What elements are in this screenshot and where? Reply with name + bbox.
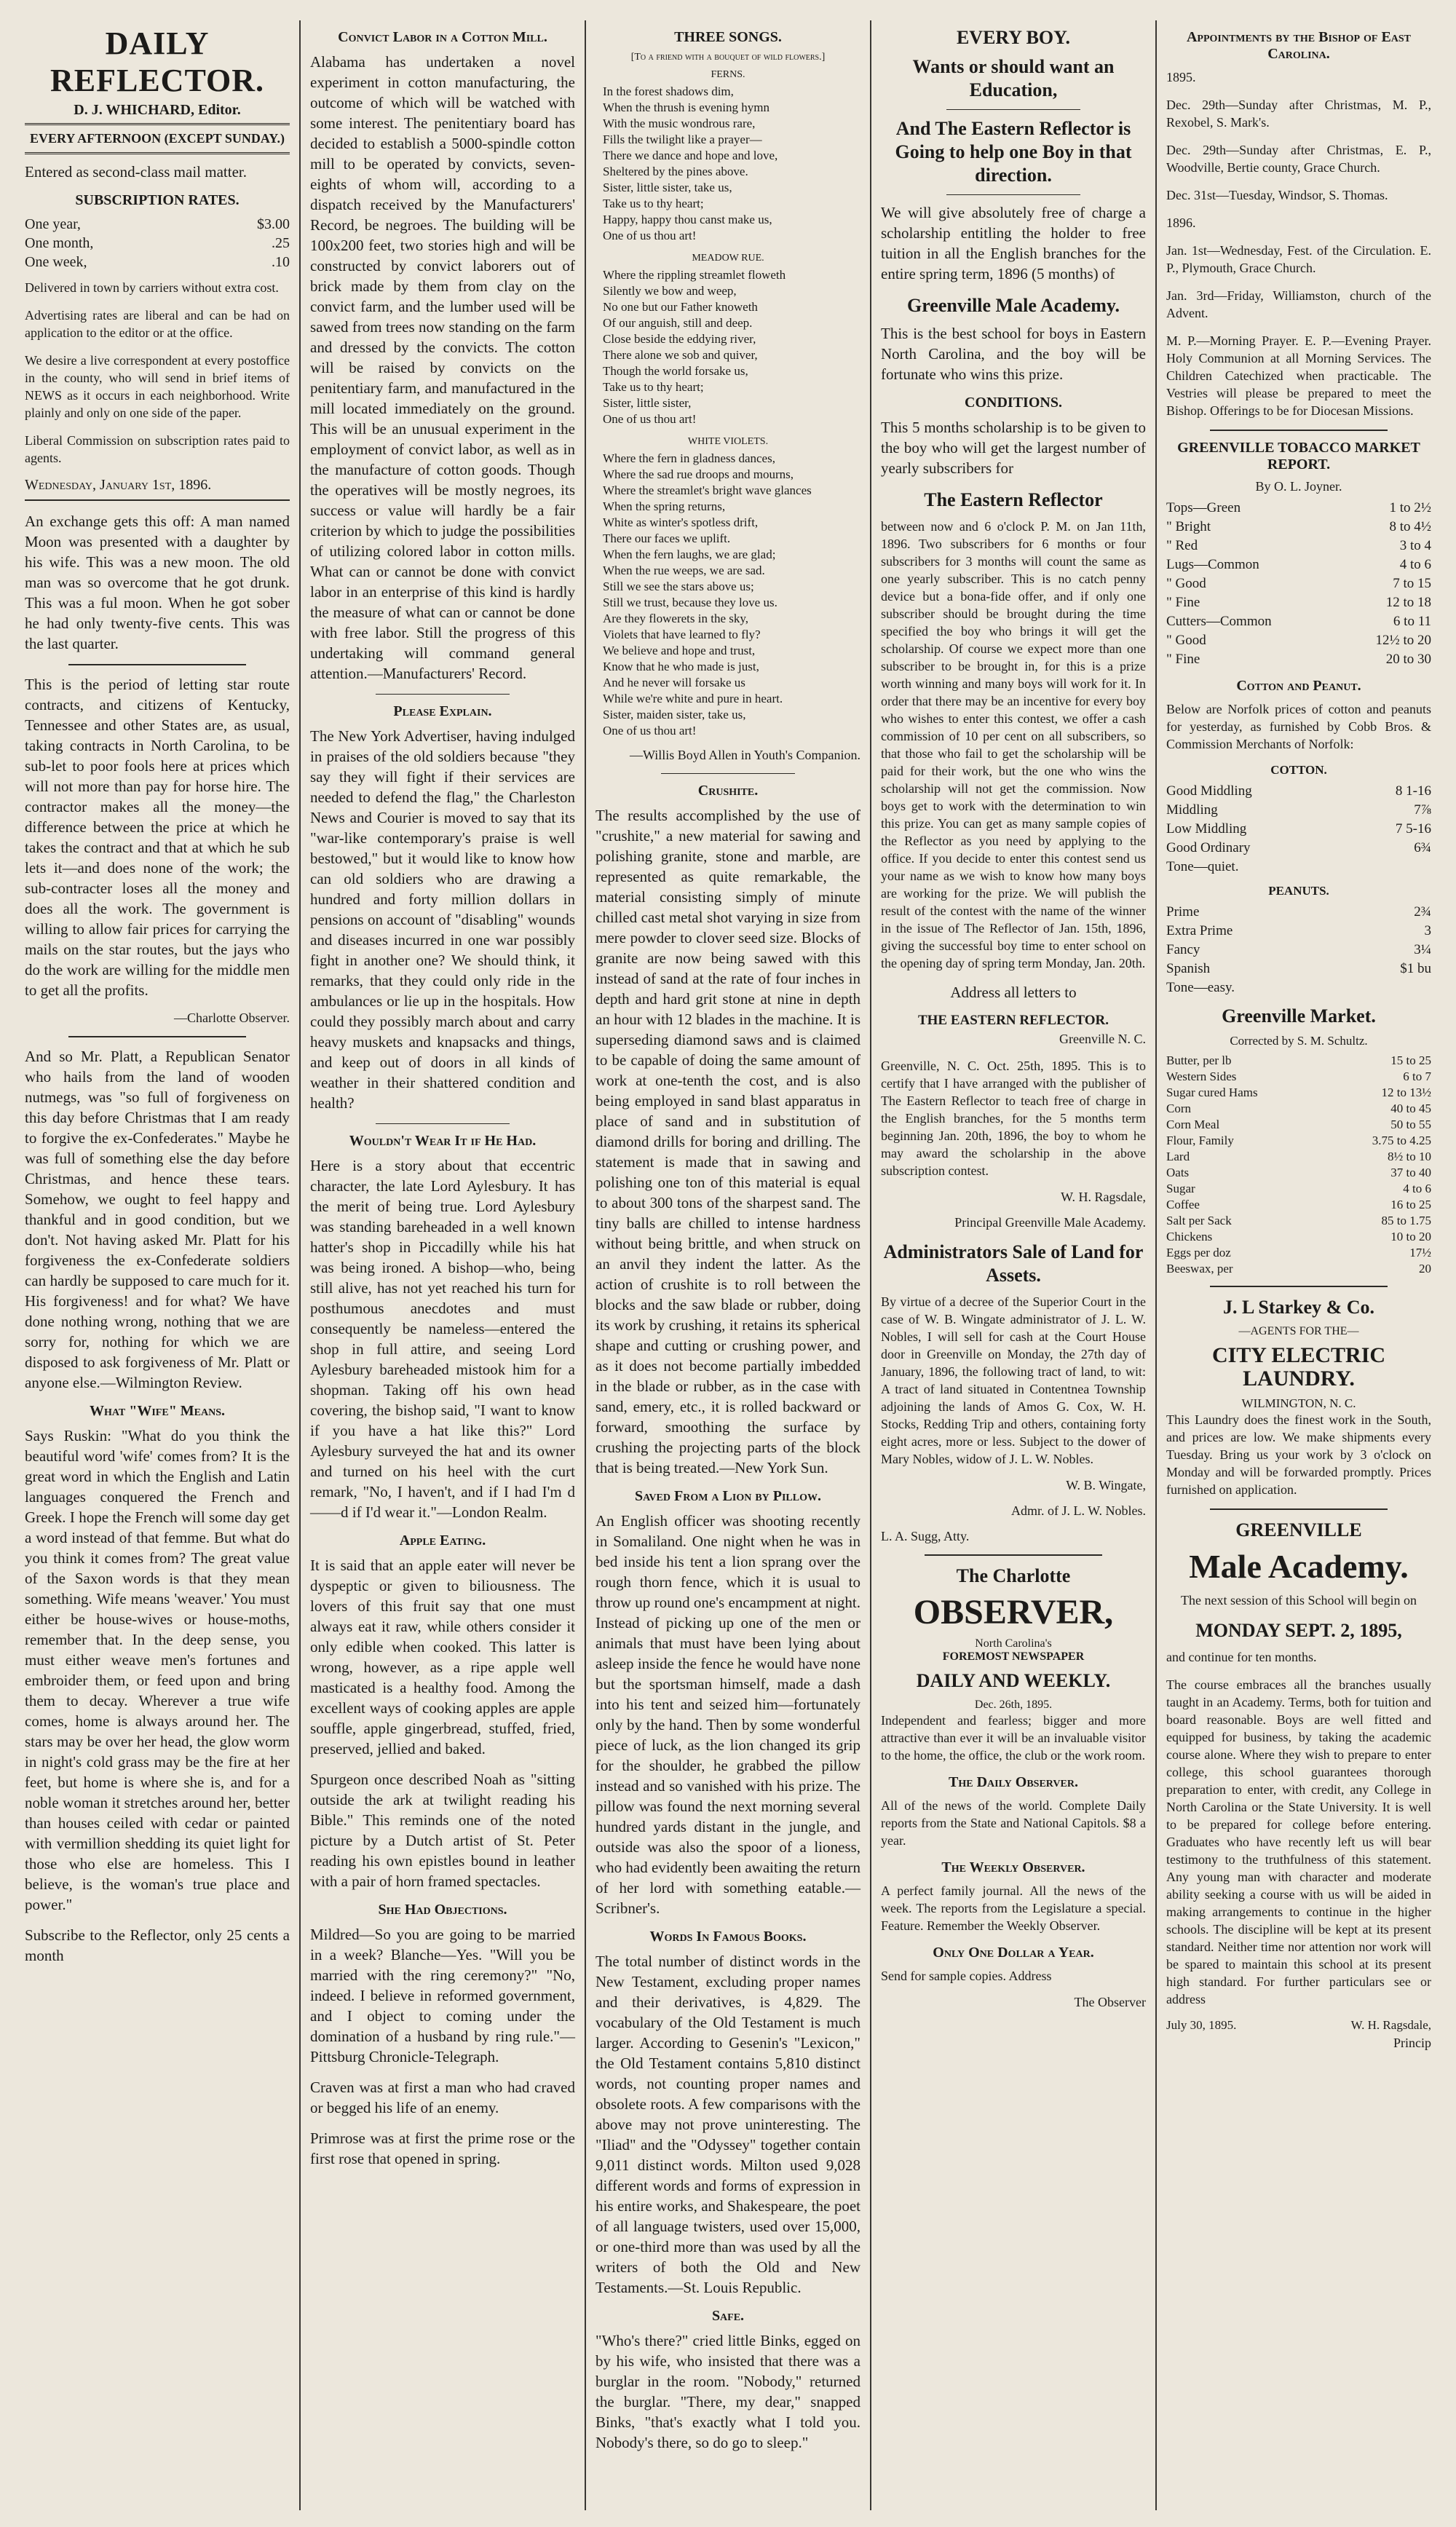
ad-subheading: And The Eastern Reflector is Going to help one Boy in that direction. — [895, 118, 1132, 186]
observer-ad-editions: DAILY AND WEEKLY. — [916, 1670, 1111, 1691]
tobacco-reporter: By O. L. Joyner. — [1255, 479, 1342, 494]
table-row: Fancy 3¼ — [1166, 942, 1431, 957]
article-contracts: This is the period of letting star route contracts, and citizens of Kentucky, Tennessee and other States are, as usual, taking contracts in North Carolina, to be sub-let to poor fools here at prices which will not more than pay for horse hire. The contractor makes all the money—the difference between the price at which he takes the contract and that at which he sub lets it—and does none of the work; the sub-contracter loses all the money and does all the work. The government is willing to allow fair prices for carrying the mails on the star routes, but the jays who do the work are willing for the middle men to get all the profits. — [25, 676, 290, 999]
poem-line: There alone we sob and quiver, — [603, 348, 758, 362]
administrator-signature: W. B. Wingate, — [1066, 1478, 1146, 1492]
poem-line: Take us to thy heart; — [603, 380, 704, 394]
poem-line: Take us to thy heart; — [603, 197, 704, 210]
table-row: " Good 7 to 15 — [1166, 576, 1431, 591]
appointment: Dec. 29th—Sunday after Christmas, E. P., Woodville, Bertie county, Grace Church. — [1166, 143, 1431, 175]
administrator-title: Admr. of J. L. W. Nobles. — [1010, 1503, 1146, 1518]
poem-line: Of our anguish, still and deep. — [603, 316, 753, 330]
academy-footer: July 30, 1895. W. H. Ragsdale, — [1166, 2018, 1431, 2032]
peanut-table — [1166, 903, 1431, 997]
table-row: Beeswax, per 20 — [1166, 1262, 1431, 1276]
observer-ad-top: The Charlotte — [956, 1565, 1071, 1586]
article-hat: Here is a story about that eccentric character, the late Lord Aylesbury. It has the merit of being true. Lord Aylesbury was standing bareheaded in a well known hatter's shop in Piccadilly while his hat was being ironed. A bishop—who, being still alive, has not yet reached his turn for posthumous anecdotes and must consequently be nameless—entered the shop in full attire, and seeing Lord Aylesbury bareheaded mistook him for a shopman. Taking off his own head covering, the bishop said, "I want to know if you have a hat like this?" Lord Aylesbury surveyed the hat and its owner and turned on his heel with the curt remark, "No, I haven't, and if I had I'm d——d if I'd wear it."—London Realm. — [310, 1157, 575, 1521]
rate-row: One month, .25 — [25, 235, 290, 251]
academy-ad-name: Male Academy. — [1189, 1548, 1409, 1585]
certification-signature: W. H. Ragsdale, — [1061, 1190, 1146, 1204]
academy-note: This is the best school for boys in Eastern North Carolina, and the boy will be fortunate who wins this prize. — [881, 325, 1146, 383]
article-title: Safe. — [711, 2308, 745, 2324]
article-platt: And so Mr. Platt, a Republican Senator who hails from the land of wooden nutmegs, was "so full of forgiveness on this day before Christmas that I am ready to forgive the ex-Confederates." Maybe he was full of something else the day before Christmas, and hence these tears. Somehow, we ought to feel happy and thankful and in good condition, but we don't. Not having asked Mr. Platt for his forgiveness the ex-Confederate soldiers can hardly be supposed to care much for it. His forgiveness! and for what? We have done nothing wrong, nothing that we are sorry for, nothing for which we are disposed to ask forgiveness of Mr. Platt or anyone else.—Wilmington Review. — [25, 1048, 290, 1391]
mail-notice: Entered as second-class mail matter. — [25, 163, 247, 181]
table-row: Lard 8½ to 10 — [1166, 1150, 1431, 1163]
editor-line: D. J. WHICHARD, Editor. — [74, 102, 241, 118]
article-lion: An English officer was shooting recently in Somaliland. One night when he was in bed inside his tent a lion sprang over the rough thorn fence, which it is usual to throw up round one's encampment at night. Instead of picking up one of the men or animals that must have been lying about asleep inside the fence he would have none but the sportsman himself, made a dash into his tent and seized him—fortunately only by the hand. Then by some wonderful piece of luck, as the lion changed its grip for the shoulder, he grabbed the pillow instead and so vanished with his prize. The pillow was found the next morning several hundred yards distant in the jungle, and outside was also the spoor of a lioness, who had evidently been awaiting the return of her lord with something eatable.—Scribner's. — [596, 1512, 860, 1917]
academy-start-date: MONDAY SEPT. 2, 1895, — [1195, 1620, 1402, 1641]
article-title: Apple Eating. — [399, 1533, 486, 1549]
table-row: Cutters—Common 6 to 11 — [1166, 614, 1431, 629]
rate-row: One year, $3.00 — [25, 216, 290, 232]
poem-line: When the fern laughs, we are glad; — [603, 547, 776, 561]
table-row: Sugar 4 to 6 — [1166, 1182, 1431, 1195]
poem-line: One of us thou art! — [603, 412, 697, 426]
table-row: " Good 12½ to 20 — [1166, 633, 1431, 648]
table-row: Corn Meal 50 to 55 — [1166, 1118, 1431, 1131]
reflector-name: The Eastern Reflector — [924, 489, 1103, 510]
article-title: Crushite. — [697, 783, 759, 799]
poem-line: We believe and hope and trust, — [603, 644, 756, 657]
poem-line: Sister, little sister, — [603, 396, 692, 410]
address-name: THE EASTERN REFLECTOR. — [917, 1013, 1109, 1028]
table-row: Butter, per lb 15 to 25 — [1166, 1053, 1431, 1067]
poem-line: Sheltered by the pines above. — [603, 165, 748, 178]
tobacco-title: GREENVILLE TOBACCO MARKET REPORT. — [1177, 440, 1420, 472]
article-title: Words In Famous Books. — [649, 1929, 807, 1945]
poem-line: There our faces we uplift. — [603, 531, 731, 545]
column-3 — [585, 20, 871, 2510]
table-row: Tone—quiet. — [1166, 859, 1239, 874]
observer-send: Send for sample copies. Address — [881, 1969, 1052, 1983]
table-row: " Red 3 to 4 — [1166, 538, 1431, 553]
divider — [946, 109, 1080, 110]
year-label: 1895. — [1166, 70, 1196, 84]
poem-line: Are they flowerets in the sky, — [603, 612, 749, 625]
poem-line: When the spring returns, — [603, 499, 726, 513]
poem-line: Sister, maiden sister, take us, — [603, 708, 746, 721]
poem-line: Though the world forsake us, — [603, 364, 748, 378]
table-row: " Bright 8 to 4½ — [1166, 519, 1431, 534]
starkey-ad-name: J. L Starkey & Co. — [1223, 1297, 1374, 1318]
poem-line: Still we trust, because they love us. — [603, 596, 778, 609]
observer-weekly-text: A perfect family journal. All the news of the week. The reports from the Legislature a special. Feature. Remember the Weekly Observer. — [881, 1883, 1146, 1933]
appointment: Dec. 29th—Sunday after Christmas, M. P., Rexobel, S. Mark's. — [1166, 98, 1431, 130]
poem-title: THREE SONGS. — [674, 29, 782, 45]
table-row: Tone—easy. — [1166, 980, 1235, 995]
article-crushite: The results accomplished by the use of "crushite," a new material for sawing and polishing granite, stone and marble, are represented as quite remarkable, the material consisting simply of minute chilled cast metal shot varying in size from mere powder to clover seed size. Blocks of granite are now being sawed with this instead of sand at the rate of four inches in depth and hard grit stone at nine in depth an hour with 12 blades in the machine. It is superseding diamond saws and is claimed to be capable of doing the same amount of work at one-tenth the cost, and is also being employed in sand blast apparatus in place of sand and in substitution of diamond drills for boring and drilling. The statement is made that in sawing and polishing one ton of this material is equal to about 300 tons of the sharpest sand. The tiny balls are chilled to intense hardness without being brittle, and when struck on an anvil they indent the latter. As the action of crushite is to roll between the blocks and the saw blade or rubber, doing its work by crushing, it retains its spherical shape and cutting or crushing power, and as it does not become partially imbedded in the blade or rubber, as in the case with sand, emery, etc., it is rolled backward or forward, smoothing the surface by crushing the projecting parts of the block that is being treated.—New York Sun. — [596, 807, 860, 1476]
poem-section-title: WHITE VIOLETS. — [687, 436, 769, 447]
market-corrector: Corrected by S. M. Schultz. — [1230, 1034, 1368, 1048]
certification-text: Greenville, N. C. Oct. 25th, 1895. This is to certify that I have arranged with the publisher of The Eastern Reflector to teach free of charge in the English branches, for the 5 months term beginning Jan. 20th, 1896, the boy to whom he may award the scholarship in the above subscription contest. — [881, 1059, 1146, 1178]
divider — [661, 773, 795, 774]
table-row: Western Sides 6 to 7 — [1166, 1069, 1431, 1083]
scholarship-offer: We will give absolutely free of charge a scholarship entitling the holder to free tuition in all the English branches for the entire spring term, 1896 (5 months) of — [881, 204, 1146, 282]
table-row: Coffee 16 to 25 — [1166, 1198, 1431, 1211]
academy-session: The next session of this School will begin on — [1181, 1593, 1417, 1607]
divider — [376, 694, 510, 695]
ad-heading: Administrators Sale of Land for Assets. — [883, 1241, 1144, 1286]
appointment: Jan. 3rd—Friday, Williamston, church of the Advent. — [1166, 288, 1431, 320]
tobacco-table — [1166, 499, 1431, 669]
poem-line: Fills the twilight like a prayer— — [603, 133, 762, 146]
table-row: Extra Prime 3 — [1166, 923, 1431, 938]
appointment: Jan. 1st—Wednesday, Fest. of the Circulation. E. P., Plymouth, Grace Church. — [1166, 243, 1431, 275]
conditions-text: between now and 6 o'clock P. M. on Jan 11th, 1896. Two subscribers for 6 months or four subscribers for 3 months will count the same as one yearly subscriber. This is no catch penny device but a bona-fide offer, and if only one subscriber should be brought during the time specified the boy who brings it will get the scholarship. Of course we expect more than one subscriber to be brought in, for this is a prize worth winning and many boys will work for it. In order that there may be an incentive for every boy who wishes to enter this contest, we offer a cash commission of 10 per cent on all subscribers, so that those who fail to get the scholarship will be paid for their work, but the one who wins the scholarship will not get the commission. Now boys get to work with the determination to win this prize. You can get as many sample copies of the Reflector as you need by applying to the office. If you decide to enter this contest send us your name as we wish to know how many boys are working for the prize. We will publish the result of the contest with the name of the winner in the issue of The Reflector of Jan. 15th, 1896, giving the successful boy time to enter school on the opening day of spring term Monday, Jan. 20th. — [881, 519, 1146, 970]
cotton-peanut-title: Cotton and Peanut. — [1236, 678, 1361, 694]
poem-section-title: FERNS. — [711, 69, 745, 80]
table-row: Chickens 10 to 20 — [1166, 1230, 1431, 1243]
bishop-title: Appointments by the Bishop of East Carolina. — [1186, 29, 1412, 62]
table-row: Salt per Sack 85 to 1.75 — [1166, 1214, 1431, 1227]
observer-price: Only One Dollar a Year. — [933, 1945, 1094, 1961]
table-row: Tops—Green 1 to 2½ — [1166, 500, 1431, 515]
poem-line: When the thrush is evening hymn — [603, 100, 769, 114]
address-city: Greenville N. C. — [1059, 1032, 1146, 1046]
article-title: What "Wife" Means. — [89, 1403, 226, 1419]
laundry-city: WILMINGTON, N. C. — [1241, 1396, 1356, 1410]
conditions-title: CONDITIONS. — [965, 395, 1062, 411]
poem-line: Where the streamlet's bright wave glances — [603, 483, 812, 497]
starkey-ad-agents: —AGENTS FOR THE— — [1238, 1325, 1359, 1337]
masthead: DAILY REFLECTOR. — [50, 25, 265, 98]
divider — [68, 1036, 246, 1037]
table-row: Sugar cured Hams 12 to 13½ — [1166, 1085, 1431, 1099]
poem-stanza — [603, 451, 860, 739]
article-title: She Had Objections. — [378, 1902, 507, 1918]
poem-line: Close beside the eddying river, — [603, 332, 756, 346]
divider — [1210, 1286, 1388, 1287]
poem-line: Happy, happy thou canst make us, — [603, 213, 772, 226]
poem-line: Where the fern in gladness dances, — [603, 451, 775, 465]
academy-signature-title: Princip — [1393, 2036, 1431, 2050]
ad-subheading: Wants or should want an Education, — [912, 56, 1115, 100]
poem-line: No one but our Father knoweth — [603, 300, 758, 314]
observer-address: The Observer — [1074, 1995, 1146, 2009]
divider — [376, 1123, 510, 1124]
article-spurgeon: Spurgeon once described Noah as "sitting outside the ark at twilight reading his Bible." This reminds one of the noted picture by a Dutch artist of St. Peter reading his own epistles bound in leather with a pair of horn framed spectacles. — [310, 1771, 575, 1890]
appointment-note: M. P.—Morning Prayer. E. P.—Evening Prayer. Holy Communion at all Morning Services. The Children Catechized when practicable. The Vestries will please be prepared to meet the Bishop. Offerings to be for Diocesan Missions. — [1166, 333, 1431, 418]
observer-ad-line: FOREMOST NEWSPAPER — [942, 1650, 1085, 1663]
academy-text: The course embraces all the branches usually taught in an Academy. Terms, both for tuition and board reasonable. Boys are well fitted and equipped for business, by taking the academic course alone. Where they wish to prepare to enter college, this school guarantees thorough preparation to enter, with credit, any College in North Carolina or the State University. It is well to be prepared for college before entering. Graduates who have recently left us will bear testimony to the truthfulness of this statement. Any young man with character and moderate ability seeking a course with us will be aided in making arrangements to continue in the higher schools. The discipline will be kept at its present standard. Neither time nor attention nor work will be spared to maintain this school at its present high standard. For further particulars see or address — [1166, 1677, 1431, 2006]
issue-date: Wednesday, January 1st, 1896. — [25, 477, 290, 501]
poem-line: When the rue weeps, we are sad. — [603, 563, 765, 577]
table-row: Oats 37 to 40 — [1166, 1166, 1431, 1179]
poem-line: Still we see the stars above us; — [603, 580, 754, 593]
divider — [1210, 1508, 1388, 1510]
table-row: Lugs—Common 4 to 6 — [1166, 557, 1431, 572]
article-safe: "Who's there?" cried little Binks, egged on by his wife, who insisted that there was a burglar in the room. "Nobody," returned the burglar. "There, my dear," snapped Binks, "that's exactly what I told you. Nobody's there, so do go to sleep." — [596, 2332, 860, 2451]
divider — [1210, 430, 1388, 431]
correspondent-notice: We desire a live correspondent at every postoffice in the county, who will send in brief items of NEWS as it occurs in each neighborhood. Write plainly and only on one side of the paper. — [25, 353, 290, 420]
observer-ad-text: Independent and fearless; bigger and more attractive than ever it will be an invaluable visitor to the home, the office, the club or the work room. — [881, 1713, 1146, 1763]
article-primrose: Primrose was at first the prime rose or the first rose that opened in spring. — [310, 2129, 575, 2167]
observer-daily-text: All of the news of the world. Complete Daily reports from the State and National Capitols. $8 a year. — [881, 1798, 1146, 1848]
poem-line: Sister, little sister, take us, — [603, 181, 732, 194]
article-source: —Charlotte Observer. — [174, 1011, 290, 1025]
column-5 — [1156, 20, 1441, 2510]
laundry-name: CITY ELECTRIC LAUNDRY. — [1211, 1343, 1386, 1391]
article-please-explain: The New York Advertiser, having indulged in praises of the old soldiers because "they say they will fight if their services are needed to defend the flag," the Charleston News and Courier is moved to say that its "war-like contemporary's praise is well bestowed," but it would like to know how can old soldiers who are drawing a hundred and forty million dollars in pensions on account of "disabling" wounds and diseases incurred in one war possibly fight in another one? We should think, it remarks, that they could only ride in the ambulances or lie up in the hospitals. How could they possibly march about and carry heavy muskets and knapsacks and things, and keep out of doors in all kinds of weather in their shattered condition and health? — [310, 727, 575, 1112]
divider — [925, 1554, 1102, 1556]
divider — [68, 664, 246, 665]
cotton-title: COTTON. — [1270, 763, 1327, 777]
administrators-sale-text: By virtue of a decree of the Superior Court in the case of W. B. Wingate administrator of J. L. W. Nobles, I will sell for cash at the Court House door in Greenville on Monday, the 27th day of January, 1896, the following tract of land, to wit: A tract of land situated in Contentnea Township adjoining the lands of Amos G. Cox, W. H. Stocks, Redding Trip and others, containing forty eight acres, more or less. Subject to the dower of Mary Nobles, widow of J. L. W. Nobles. — [881, 1294, 1146, 1466]
subscribe-notice: Subscribe to the Reflector, only 25 cents a month — [25, 1926, 290, 1964]
table-row: Low Middling 7 5-16 — [1166, 821, 1431, 837]
poem-line: Where the sad rue droops and mourns, — [603, 467, 794, 481]
article-title: Saved From a Lion by Pillow. — [635, 1488, 821, 1504]
table-row: Eggs per doz 17½ — [1166, 1246, 1431, 1259]
poem-source: —Willis Boyd Allen in Youth's Companion. — [629, 748, 860, 762]
observer-weekly-title: The Weekly Observer. — [941, 1859, 1085, 1875]
table-row: Prime 2¾ — [1166, 904, 1431, 920]
poem-line: While we're white and pure in heart. — [603, 692, 783, 705]
appointment: Dec. 31st—Tuesday, Windsor, S. Thomas. — [1166, 188, 1388, 202]
observer-ad-name: OBSERVER, — [913, 1593, 1114, 1632]
laundry-text: This Laundry does the finest work in the South, and prices are low. We make shipments every Tuesday. Bring us your work by 3 o'clock on Monday and will be forwarded promptly. Prices furnished on application. — [1166, 1412, 1431, 1497]
poem-stanza — [603, 84, 860, 244]
table-row: " Fine 20 to 30 — [1166, 652, 1431, 667]
article-title: Convict Labor in a Cotton Mill. — [338, 29, 547, 45]
market-table — [1166, 1053, 1431, 1277]
publication-schedule: EVERY AFTERNOON (EXCEPT SUNDAY.) — [25, 123, 290, 154]
poem-line: Where the rippling streamlet floweth — [603, 268, 786, 282]
academy-ad-top: GREENVILLE — [1235, 1519, 1362, 1541]
table-row: Good Middling 8 1-16 — [1166, 783, 1431, 799]
address-label: Address all letters to — [950, 984, 1077, 1001]
divider — [946, 194, 1080, 195]
column-1 — [15, 20, 300, 2510]
delivery-notice: Delivered in town by carriers without extra cost. — [25, 280, 279, 295]
academy-name: Greenville Male Academy. — [907, 295, 1120, 316]
table-row: Spanish $1 bu — [1166, 961, 1431, 976]
poem-stanza — [603, 267, 860, 427]
attorney-name: L. A. Sugg, Atty. — [881, 1529, 970, 1543]
table-row: Flour, Family 3.75 to 4.25 — [1166, 1134, 1431, 1147]
rates-table — [25, 215, 290, 272]
observer-daily-title: The Daily Observer. — [949, 1774, 1078, 1790]
article-craven: Craven was at first a man who had craved or begged his life of an enemy. — [310, 2079, 575, 2116]
cotton-table — [1166, 782, 1431, 877]
article-apple: It is said that an apple eater will never be dyspeptic or given to biliousness. The lovers of this fruit say that one must always eat it raw, while others consider it only edible when cooked. This latter is wrong, however, as a ripe apple well masticated is a healthy food. Among the excellent ways of cooking apples are apple souffle, apple gingerbread, stuffed, fried, preserved, jellied and baked. — [310, 1557, 575, 1757]
peanut-title: PEANUTS. — [1268, 884, 1329, 898]
poem-line: Violets that have learned to fly? — [603, 628, 761, 641]
table-row: " Fine 12 to 18 — [1166, 595, 1431, 610]
year-label: 1896. — [1166, 215, 1196, 230]
poem-section-title: MEADOW RUE. — [692, 253, 764, 264]
poem-line: One of us thou art! — [603, 229, 697, 242]
article-words: The total number of distinct words in the New Testament, excluding proper names and their derivatives, is 4,829. The vocabulary of the Old Testament is much larger. According to Gesenin's "Lexicon," the Old Testament contains 5,810 distinct words, not counting proper names and obsolete roots. A few comparisons with the above may not prove uninteresting. The "Iliad" and the "Odyssey" together contain 9,011 distinct words. Milton used 9,028 different words and forms of expression in his entire works, and Shakespeare, the poet of all language twisters, used over 15,000, or one-third more than was used by all the writers of both the Old and New Testaments.—St. Louis Republic. — [596, 1953, 860, 2296]
column-2 — [300, 20, 585, 2510]
market-title: Greenville Market. — [1222, 1005, 1376, 1027]
article-title: Wouldn't Wear It if He Had. — [349, 1133, 537, 1149]
conditions-intro: This 5 months scholarship is to be given to the boy who will get the largest number of yearly subscribers for — [881, 419, 1146, 477]
certification-title: Principal Greenville Male Academy. — [954, 1215, 1146, 1230]
observer-ad-line: North Carolina's — [975, 1637, 1052, 1650]
table-row: Middling 7⅞ — [1166, 802, 1431, 818]
table-row: Good Ordinary 6¾ — [1166, 840, 1431, 855]
academy-duration: and continue for ten months. — [1166, 1650, 1317, 1664]
poem-dedication: [To a friend with a bouquet of wild flowers.] — [630, 52, 826, 63]
cotton-note: Below are Norfolk prices of cotton and peanuts for yesterday, as furnished by Cobb Bros. & Commission Merchants of Norfolk: — [1166, 702, 1431, 751]
advertising-notice: Advertising rates are liberal and can be had on application to the editor or at the office. — [25, 308, 290, 340]
article-convict-labor: Alabama has undertaken a novel experiment in cotton manufacturing, the outcome of which will be watched with some interest. The penitentiary board has decided to establish a 5000-spindle cotton mill to be operated by convicts, seven-eights of whom will, according to a dispatch received by the Manufacturers' Record, be negroes. The building will be 100x200 feet, two stories high and will be constructed by convict laborers out of brick made by them from clay on the convict farm, and the lumber used will be sawed from trees now standing on the farm and dressed by the convicts. The cotton will be raised by convicts on the penitentiary farm, and manufactured in the mill located immediately on the ground. This will be an unusual experiment in the employment of convict labor, as well as in the manufacture of cotton goods. Though the operatives will be mostly negroes, its success or value will hardly be a fair criterion by which to judge the possibilities of utilizing colored labor in cotton mills. What can or cannot be done with convict labor in an enterprise of this kind is hardly the measure of what can or cannot be done with free labor. Still the progress of this undertaking will command general attention.—Manufacturers' Record. — [310, 53, 575, 682]
poem-line: Silently we bow and weep, — [603, 284, 737, 298]
rates-title: SUBSCRIPTION RATES. — [75, 192, 240, 208]
rate-row: One week, .10 — [25, 254, 290, 270]
poem-line: White as winter's spotless drift, — [603, 515, 759, 529]
poem-line: One of us thou art! — [603, 724, 697, 737]
observer-ad-date: Dec. 26th, 1895. — [974, 1698, 1053, 1711]
article-moon: An exchange gets this off: A man named Moon was presented with a daughter by his wife. This was a new moon. The old man was so overcome that he got drunk. This was a ful moon. When he got sober he had only twenty-five cents. This was the last quarter. — [25, 513, 290, 652]
article-wife: Says Ruskin: "What do you think the beautiful word 'wife' comes from? It is the great word in which the English and Latin languages conquered the French and Greek. I hope the French will some day get a word instead of that femme. But what do you think it comes from? The great value of the Saxon words is that they mean something. Wife means 'weaver.' You must either be house-wives or house-moths, remember that. In the deep sense, you must either weave men's fortunes and embroider them, or feed upon and bring them to decay. Wherever a true wife comes, home is always around her. The stars may be over her head, the glow worm in night's cold grass may be the fire at her feet, but home is where she is, and for a noble woman it stretches around her, better than houses ceiled with cedar or painted with vermillion shedding its quiet light for those who else are homeless. This I believe, is the woman's true place and power." — [25, 1427, 290, 1913]
poem-line: With the music wondrous rare, — [603, 116, 756, 130]
poem-line: In the forest shadows dim, — [603, 84, 734, 98]
poem-line: Know that he who made is just, — [603, 660, 759, 673]
column-4 — [871, 20, 1156, 2510]
article-objections: Mildred—So you are going to be married in a week? Blanche—Yes. "Will you be married with the ring ceremony?" "No, indeed. I believe in reformed government, and I object to coming under the domination of a husband by ring rule."—Pittsburg Chronicle-Telegraph. — [310, 1926, 575, 2065]
table-row: Corn 40 to 45 — [1166, 1102, 1431, 1115]
commission-notice: Liberal Commission on subscription rates paid to agents. — [25, 433, 290, 465]
ad-heading: EVERY BOY. — [956, 27, 1071, 48]
article-title: Please Explain. — [393, 703, 492, 719]
poem-line: There we dance and hope and love, — [603, 149, 778, 162]
poem-line: And he never will forsake us — [603, 676, 745, 689]
